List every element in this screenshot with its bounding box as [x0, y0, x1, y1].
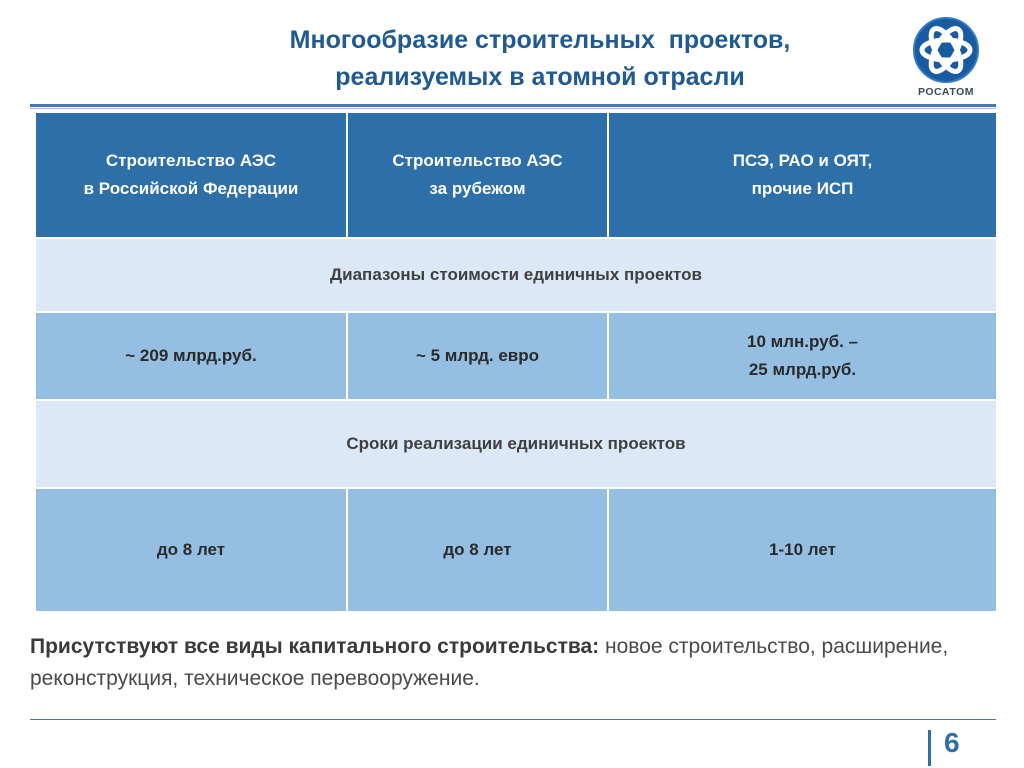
footer-note — [30, 631, 996, 695]
rosatom-logo — [908, 14, 984, 104]
header-text: за рубежом — [429, 179, 526, 198]
header-text: в Российской Федерации — [83, 179, 299, 198]
time-value-russia: до 8 лет — [36, 489, 348, 613]
header-cell-other — [609, 113, 996, 239]
cost-values-row — [36, 313, 996, 401]
cost-value-other — [609, 313, 996, 401]
cost-text: 25 млрд.руб. — [748, 360, 857, 379]
title-line-2: реализуемых в атомной отрасли — [335, 63, 745, 91]
atom-icon — [908, 14, 984, 86]
time-heading-row — [36, 401, 996, 489]
time-value-other: 1-10 лет — [609, 489, 996, 613]
page-number-separator — [928, 730, 931, 766]
time-value-abroad: до 8 лет — [348, 489, 609, 613]
cost-heading-row — [36, 239, 996, 313]
footer-note-bold: Присутствуют все виды капитального строительства: — [30, 635, 600, 658]
table-header-row — [36, 113, 996, 239]
header-text: прочие ИСП — [751, 179, 854, 198]
footer-note-text: новое строительство, расширение, реконструкция, техническое перевооружение. — [30, 635, 949, 690]
projects-table — [36, 113, 996, 613]
title-line-1: Многообразие строительных проектов, — [289, 26, 791, 54]
slide-title — [200, 22, 880, 96]
top-divider-thin — [30, 108, 996, 109]
top-divider — [30, 104, 996, 107]
cost-value-russia: ~ 209 млрд.руб. — [36, 313, 348, 401]
cost-heading: Диапазоны стоимости единичных проектов — [36, 239, 996, 313]
header-text: Строительство АЭС — [105, 151, 277, 170]
time-heading: Сроки реализации единичных проектов — [36, 401, 996, 489]
header-cell-abroad — [348, 113, 609, 239]
cost-value-abroad: ~ 5 млрд. евро — [348, 313, 609, 401]
logo-wordmark: РОСАТОМ — [918, 86, 974, 98]
page-number: 6 — [944, 727, 960, 758]
bottom-divider — [30, 719, 996, 720]
header-text: ПСЭ, РАО и ОЯТ, — [732, 151, 873, 170]
header-text: Строительство АЭС — [392, 151, 563, 170]
header-cell-russia — [36, 113, 348, 239]
cost-text: 10 млн.руб. – — [746, 332, 858, 351]
time-values-row — [36, 489, 996, 613]
